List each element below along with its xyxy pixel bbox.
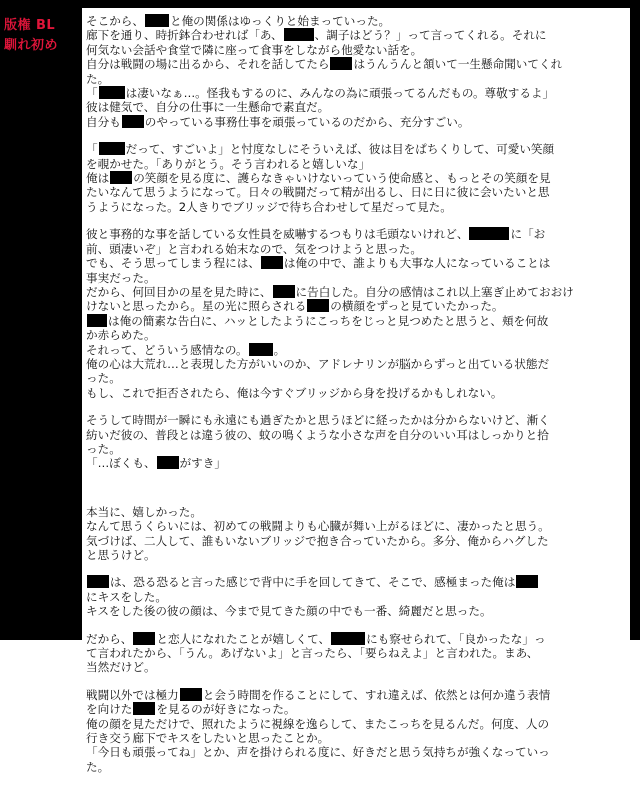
story-text (86, 14, 626, 787)
paragraph (86, 632, 626, 675)
text-segment: を向けた (86, 702, 133, 717)
text-segment: 紡いだ彼の、普段とは違う彼の、蚊の鳴くような小さな声を自分のいい耳はしっかりと拾 (86, 427, 549, 442)
paragraph (86, 14, 626, 129)
text-segment: と会う時間を作ることにして、すれ違えば、依然とは何か違う表情 (202, 687, 551, 702)
text-segment: を覗かせた。「ありがとう。そう言われると嬉しいな」 (86, 156, 371, 171)
text-line (86, 357, 626, 371)
text-segment: た。 (86, 71, 110, 86)
text-segment: った。 (86, 371, 121, 386)
redacted-name (180, 688, 202, 701)
text-line (86, 28, 626, 42)
text-line (86, 86, 626, 100)
text-segment: がすき」 (179, 456, 226, 471)
redacted-name (99, 86, 125, 99)
text-segment: 彼は健気で、自分の仕事に一生懸命で素直だ。 (86, 100, 330, 115)
text-segment: 何気ない会話や食堂で隣に座って食事をしながら他愛ない話を。 (86, 42, 423, 57)
text-segment: 自分は戦闘の場に出るから、それを話してたら (86, 57, 330, 72)
text-segment: はうんうんと頷いて一生懸命聞いてくれ (353, 57, 563, 72)
text-segment: にキスをした。 (86, 589, 167, 604)
text-segment: けないと思ったから。星の光に照らされる (86, 299, 307, 314)
redacted-name (110, 171, 132, 184)
text-line (86, 171, 626, 185)
paragraph (86, 505, 626, 563)
redacted-name (87, 314, 107, 327)
badge-line-genre: 版権 BL (4, 18, 56, 33)
text-segment: 前、頭凄いぞ」と言われる始末なので、気をつけようと思った。 (86, 241, 422, 256)
text-segment: と俺の関係はゆっくりと始まっていった。 (169, 14, 391, 28)
text-segment: のやっている事務仕事を頑張っているのだから、充分すごい。 (144, 114, 470, 129)
text-segment: 彼と事務的な事を話している女性員を威嚇するつもりは毛頭ないけれど、 (86, 227, 469, 242)
text-segment: は俺の中で、誰よりも大事な人になっていることは (283, 256, 551, 271)
text-line (86, 428, 626, 442)
redacted-name (331, 632, 365, 645)
text-line (86, 534, 626, 548)
text-line (86, 200, 626, 214)
text-line (86, 731, 626, 745)
text-segment: 自分も (86, 114, 121, 129)
redacted-name (516, 575, 538, 588)
text-line (86, 442, 626, 456)
text-segment: った。 (86, 441, 121, 456)
text-segment: もし、これで拒否されたら、俺は今すぐブリッジから身を投げるかもしれない。 (86, 385, 503, 400)
text-line (86, 14, 626, 28)
text-line (86, 43, 626, 57)
text-segment: は、恐る恐ると言った感じで背中に手を回してきて、そこで、感極まった俺は (110, 575, 516, 590)
text-segment: に「お (510, 227, 546, 242)
text-segment: て言われたから、「うん。あげないよ」と言ったら、「要らねえよ」と言われた。まあ、 (86, 646, 539, 661)
text-segment: たいなんて思うようになって。日々の戦闘だって精が出るし、日に日に彼に会いたいと思 (86, 185, 550, 200)
text-segment: だから、 (86, 631, 133, 646)
text-line (86, 328, 626, 342)
redacted-name (330, 57, 352, 70)
text-segment: の笑顔を見る度に、護らなきゃいけないっていう使命感と、もっとその笑顔を見 (133, 171, 551, 186)
paragraph (86, 227, 626, 400)
paragraph (86, 142, 626, 214)
text-line (86, 314, 626, 328)
text-line (86, 717, 626, 731)
text-line (86, 575, 626, 589)
text-segment: 戦闘以外では極力 (86, 687, 179, 702)
text-segment: 「 (86, 86, 98, 101)
text-segment: にも察せられて、「良かったな」っ (366, 631, 546, 646)
redacted-name (284, 28, 314, 41)
text-line (86, 227, 626, 241)
paragraph (86, 575, 626, 618)
text-line (86, 72, 626, 86)
text-line (86, 185, 626, 199)
text-segment: 「今日も頑張ってね」とか、声を掛けられる度に、好きだと思う気持ちが強くなっていっ (86, 745, 550, 760)
text-segment: 本当に、嬉しかった。 (86, 504, 202, 519)
text-line (86, 548, 626, 562)
text-segment: 当然だけど。 (86, 660, 156, 675)
text-line (86, 285, 626, 299)
text-line (86, 646, 626, 660)
text-segment: なんて思うくらいには、初めての戦闘よりも心臓が舞い上がるほどに、凄かったと思う。 (86, 519, 550, 534)
text-segment: た。 (86, 759, 110, 774)
text-segment: うようになった。2人きりでブリッジで待ち合わせして星だって見た。 (86, 199, 452, 214)
text-segment: に告白した。自分の感情はこれ以上塞ぎ止めておおけ (295, 284, 574, 299)
paragraph (86, 688, 626, 774)
text-segment: 俺の顔を見ただけで、照れたように視線を逸らして、またこっちを見るんだ。何度、人の (86, 716, 550, 731)
text-line (86, 142, 626, 156)
text-segment: 気づけば、二人して、誰もいないブリッジで抱き合っていたから。多分、俺からハグした (86, 533, 549, 548)
redacted-name (469, 227, 509, 240)
redacted-name (87, 575, 109, 588)
text-segment: だから、何回目かの星を見た時に、 (86, 284, 272, 299)
text-line (86, 745, 626, 759)
text-line (86, 505, 626, 519)
text-segment: は俺の簡素な告白に、ハッとしたようにこっちをじっと見つめたと思うと、頬を何故 (108, 313, 549, 328)
text-segment: と恋人になれたことが嬉しくて、 (156, 631, 331, 646)
text-line (86, 371, 626, 385)
text-segment: だって、すごいよ」と忖度なしにそういえば、彼は目をぱちくりして、可愛い笑顔 (125, 142, 555, 157)
text-segment: 、調子はどう？」って言ってくれる。それに (314, 28, 547, 43)
text-line (86, 660, 626, 674)
redacted-name (307, 299, 329, 312)
text-line (86, 115, 626, 129)
text-line (86, 413, 626, 427)
text-line (86, 632, 626, 646)
right-edge (630, 0, 640, 640)
redacted-name (157, 456, 179, 469)
redacted-name (133, 702, 155, 715)
document-page (82, 8, 630, 774)
redacted-name (133, 632, 155, 645)
text-line (86, 604, 626, 618)
text-line (86, 57, 626, 71)
text-line (86, 242, 626, 256)
paragraph (86, 413, 626, 471)
text-segment: 俺は (86, 171, 110, 186)
redacted-name (99, 142, 125, 155)
text-line (86, 271, 626, 285)
text-line (86, 100, 626, 114)
text-segment: そうして時間が一瞬にも永遠にも過ぎたかと思うほどに経ったかは分からないけど、漸く (86, 413, 550, 428)
text-segment: を見るのが好きになった。 (156, 702, 296, 717)
text-segment: 行き交う廊下でキスをしたいと思ったことか。 (86, 731, 330, 746)
redacted-name (249, 343, 273, 356)
text-line (86, 702, 626, 716)
text-segment: と思うけど。 (86, 548, 156, 562)
text-segment: 俺の心は大荒れ…と表現した方がいいのか、アドレナリンが脳からずっと出ている状態だ (86, 356, 550, 371)
text-line (86, 256, 626, 270)
badge-line-theme: 馴れ初め (4, 38, 59, 53)
redacted-name (145, 14, 169, 27)
text-line (86, 760, 626, 774)
text-segment: 事実だった。 (86, 270, 156, 285)
text-line (86, 299, 626, 313)
text-line (86, 456, 626, 470)
text-segment: の横顔をずっと見ていたかった。 (330, 299, 504, 314)
text-line (86, 157, 626, 171)
text-segment: 。 (273, 342, 286, 357)
redacted-name (273, 285, 295, 298)
text-segment: でも、そう思ってしまう程には、 (86, 256, 260, 271)
text-line (86, 386, 626, 400)
text-line (86, 519, 626, 533)
text-segment: それって、どういう感情なの。 (86, 342, 248, 357)
text-segment: 「 (86, 142, 98, 157)
text-line (86, 343, 626, 357)
text-line (86, 590, 626, 604)
genre-badge (4, 16, 80, 56)
text-segment: 「…ぼくも、 (86, 456, 156, 471)
redacted-name (261, 256, 283, 269)
text-segment: そこから、 (86, 14, 144, 28)
text-segment: キスをした後の彼の顔は、今まで見てきた顔の中でも一番、綺麗だと思った。 (86, 604, 492, 619)
text-segment: 廊下を通り、時折鉢合わせれば「あ、 (86, 28, 283, 43)
text-segment: は凄いなぁ…。怪我もするのに、みんなの為に頑張ってるんだもの。尊敬するよ」 (125, 86, 555, 101)
text-segment: か赤らめた。 (86, 328, 156, 343)
redacted-name (122, 115, 144, 128)
text-line (86, 688, 626, 702)
